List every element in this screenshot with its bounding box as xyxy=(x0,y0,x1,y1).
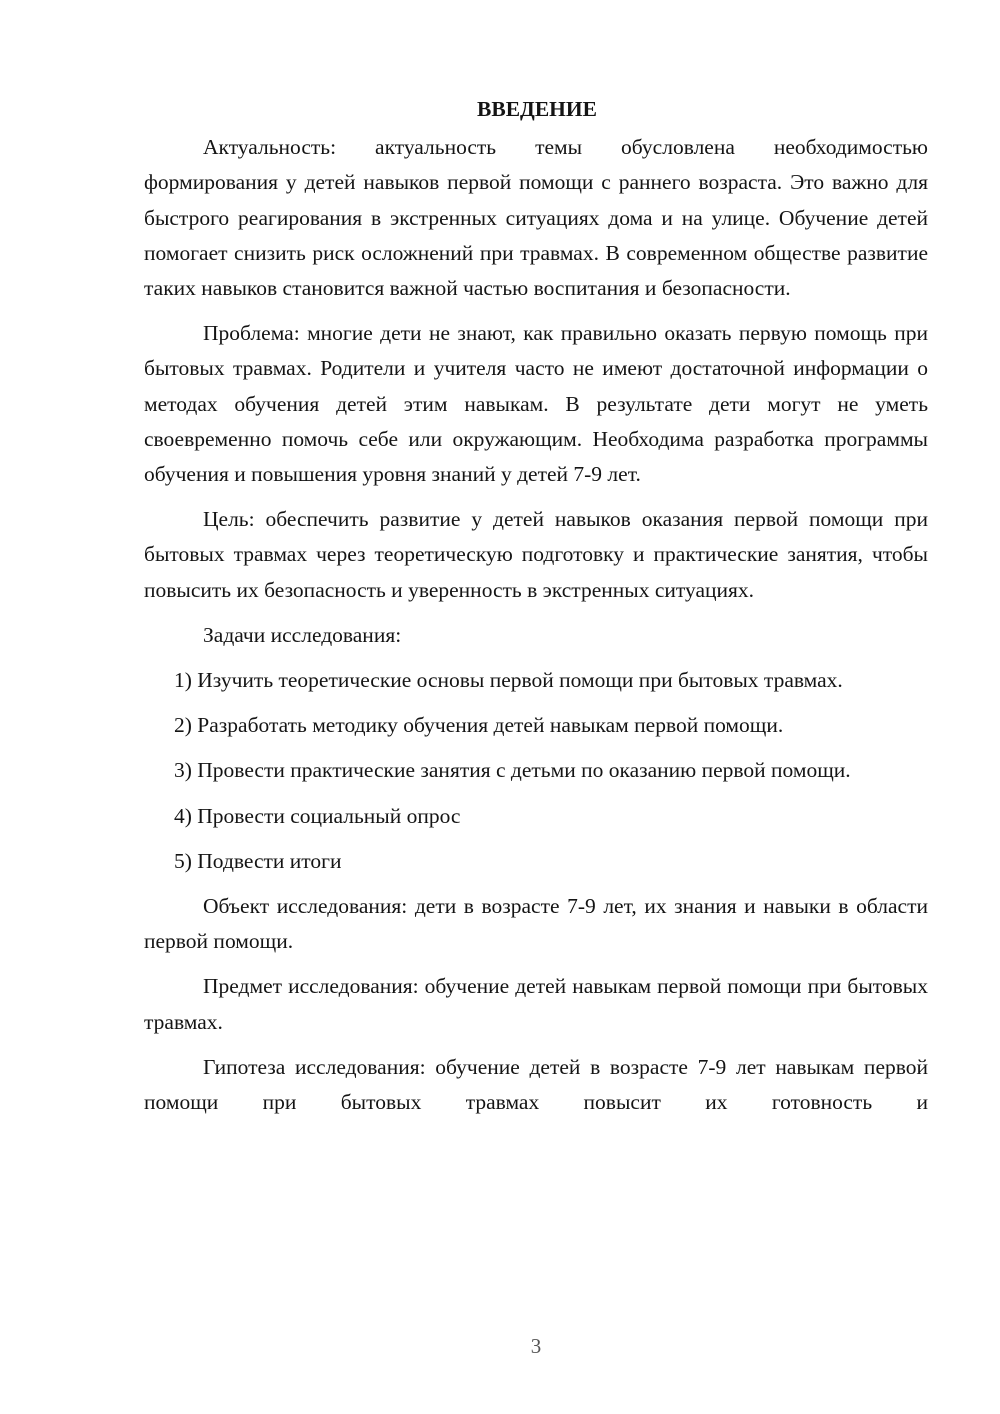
page-content xyxy=(144,92,928,1130)
task-item-1: 1) Изучить теоретические основы первой помощи при бытовых травмах. xyxy=(174,668,843,693)
paragraph-problem: Проблема: многие дети не знают, как правильно оказать первую помощь при бытовых травмах. Родители и учителя часто не имеют достаточной информации о методах обучения детей этим навыкам. В результате дети могут не уметь своевременно помочь себе или окружающим. Необходима разработка программы обучения и повышения уровня знаний у детей 7-9 лет. xyxy=(144,321,928,487)
paragraph-subject: Предмет исследования: обучение детей навыкам первой помощи при бытовых травмах. xyxy=(144,974,928,1034)
task-item-4: 4) Провести социальный опрос xyxy=(174,803,461,828)
paragraph-goal: Цель: обеспечить развитие у детей навыков оказания первой помощи при бытовых травмах через теоретическую подготовку и практические занятия, чтобы повысить их безопасность и уверенность в экстренных ситуациях. xyxy=(144,507,928,602)
paragraph-tasks-intro: Задачи исследования: xyxy=(203,622,402,647)
paragraph-object: Объект исследования: дети в возрасте 7-9 лет, их знания и навыки в области первой помощи. xyxy=(144,894,928,954)
task-item-5: 5) Подвести итоги xyxy=(174,848,342,873)
paragraph-relevance: Актуальность: актуальность темы обусловлена необходимостью формирования у детей навыков первой помощи с раннего возраста. Это важно для быстрого реагирования в экстренных ситуациях дома и на улице. Обучение детей помогает снизить риск осложнений при травмах. В современном обществе развитие таких навыков становится важной частью воспитания и безопасности. xyxy=(144,135,928,301)
task-item-2: 2) Разработать методику обучения детей навыкам первой помощи. xyxy=(174,713,784,738)
paragraph-hypothesis: Гипотеза исследования: обучение детей в возрасте 7-9 лет навыкам первой помощи при бытовых травмах повысит их готовность и xyxy=(144,1054,928,1115)
page-heading: ВВЕДЕНИЕ xyxy=(477,97,597,121)
task-item-3: 3) Провести практические занятия с детьми по оказанию первой помощи. xyxy=(174,758,851,783)
page-number: 3 xyxy=(530,1334,542,1358)
